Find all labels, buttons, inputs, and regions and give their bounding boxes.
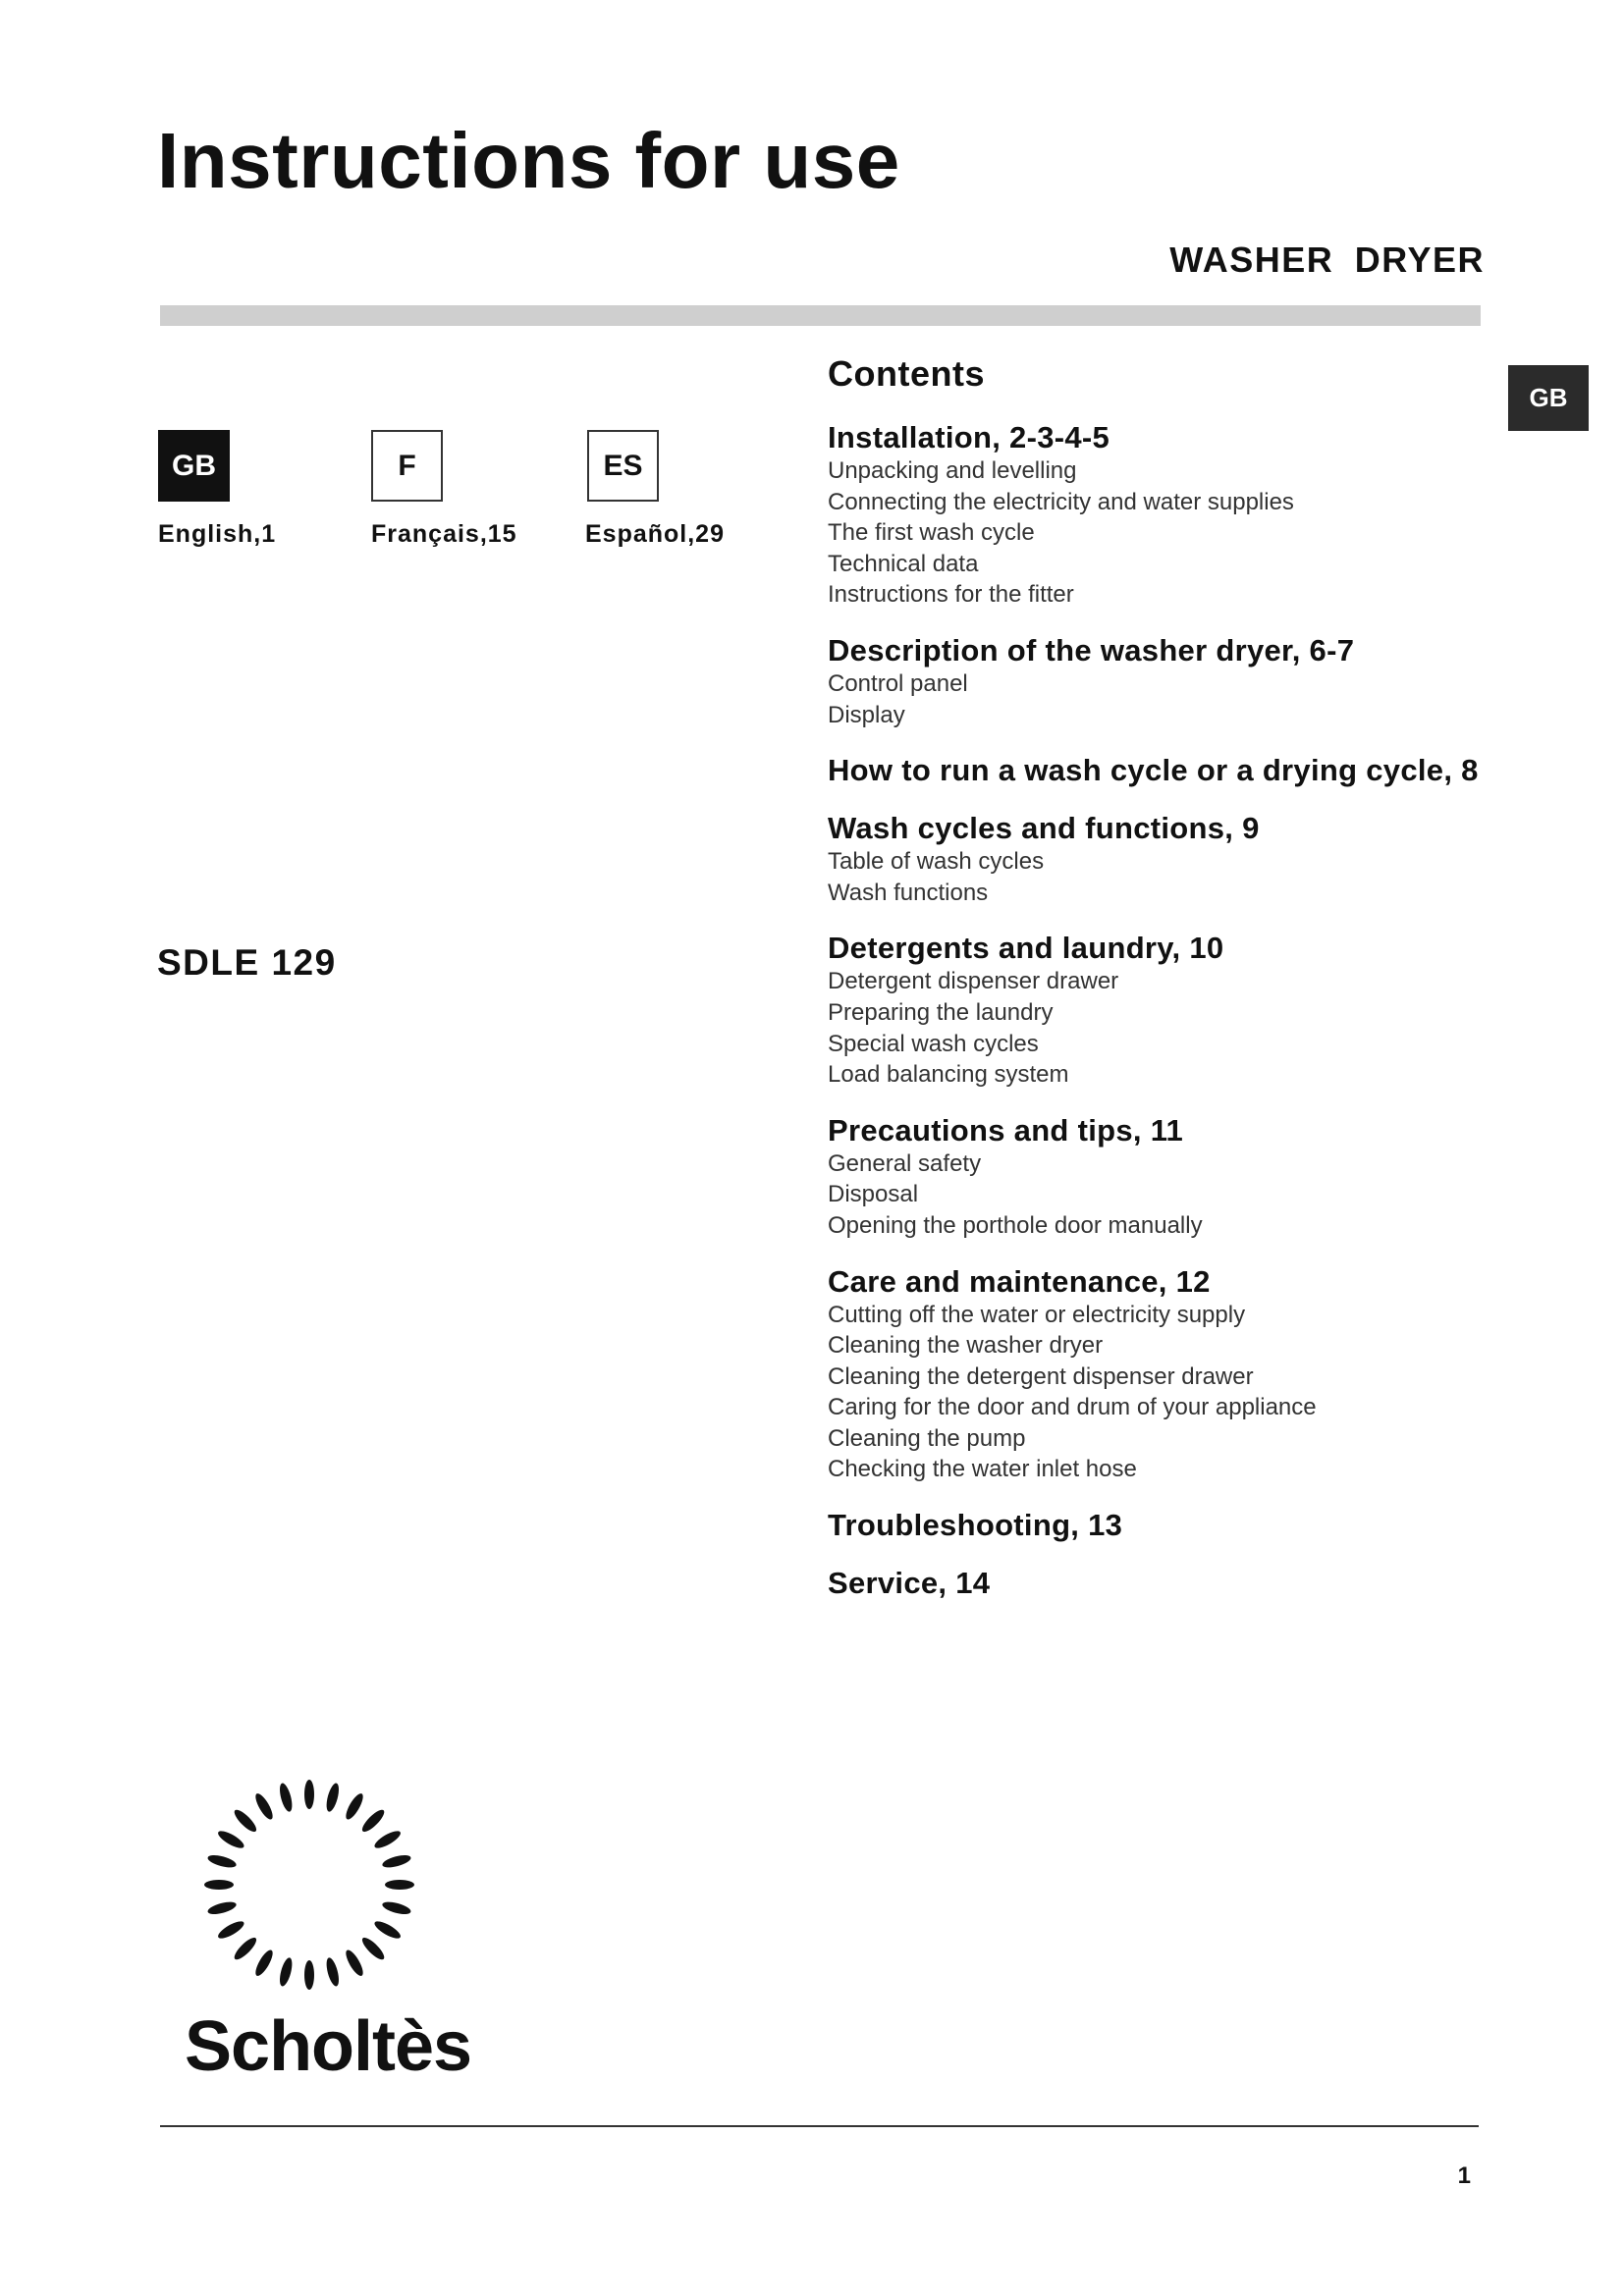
toc-heading[interactable]: Service, 14 — [828, 1566, 991, 1601]
toc-item[interactable]: The first wash cycle — [828, 519, 1035, 547]
contents-title: Contents — [828, 353, 985, 394]
model-number: SDLE 129 — [157, 942, 337, 983]
sun-ray — [372, 1918, 403, 1942]
toc-heading[interactable]: Description of the washer dryer, 6-7 — [828, 632, 1355, 667]
toc-item[interactable]: Checking the water inlet hose — [828, 1456, 1137, 1483]
language-label-english: English,1 — [158, 520, 277, 548]
sun-ray — [252, 1791, 276, 1822]
sun-ray — [232, 1807, 259, 1835]
page-number: 1 — [1457, 2163, 1471, 2189]
sun-ray — [252, 1948, 276, 1978]
toc-heading[interactable]: Detergents and laundry, 10 — [828, 931, 1224, 966]
toc-item[interactable]: Display — [828, 701, 905, 728]
header-divider-bar — [160, 305, 1481, 326]
sun-ray — [204, 1880, 234, 1890]
toc-heading[interactable]: How to run a wash cycle or a drying cycle, 8 — [828, 753, 1479, 788]
sun-ray — [304, 1780, 314, 1809]
sun-ray — [324, 1956, 341, 1988]
toc-heading[interactable]: Wash cycles and functions, 9 — [828, 811, 1260, 846]
toc-item[interactable]: Cleaning the detergent dispenser drawer — [828, 1362, 1254, 1390]
sun-ray — [359, 1807, 387, 1835]
toc-item[interactable]: Instructions for the fitter — [828, 581, 1074, 609]
sun-ray — [277, 1782, 294, 1813]
toc-item[interactable]: Opening the porthole door manually — [828, 1211, 1203, 1239]
language-label-spanish: Español,29 — [585, 520, 725, 548]
toc-heading[interactable]: Care and maintenance, 12 — [828, 1263, 1211, 1299]
sun-ray — [324, 1782, 341, 1813]
toc-item[interactable]: Technical data — [828, 550, 979, 577]
toc-heading[interactable]: Installation, 2-3-4-5 — [828, 420, 1110, 454]
toc-item[interactable]: Wash functions — [828, 879, 989, 906]
toc-section — [828, 1264, 1515, 1486]
sun-ray — [343, 1948, 366, 1978]
language-box-f[interactable]: F — [371, 430, 443, 502]
toc-section — [828, 633, 1515, 730]
toc-item[interactable]: Detergent dispenser drawer — [828, 968, 1119, 995]
table-of-contents — [828, 420, 1515, 1624]
brand-name: Scholtès — [185, 2007, 472, 2086]
toc-section — [828, 753, 1515, 788]
language-label-french: Français,15 — [371, 520, 517, 548]
toc-heading[interactable]: Precautions and tips, 11 — [828, 1112, 1184, 1148]
sun-ray — [359, 1935, 387, 1962]
language-box-es[interactable]: ES — [587, 430, 659, 502]
page-title: Instructions for use — [157, 117, 900, 204]
footer-divider — [160, 2125, 1479, 2127]
toc-item[interactable]: Special wash cycles — [828, 1030, 1039, 1057]
toc-item[interactable]: Cutting off the water or electricity supply — [828, 1301, 1246, 1328]
sun-ray — [381, 1899, 412, 1916]
toc-item[interactable]: Load balancing system — [828, 1061, 1069, 1089]
toc-section — [828, 1566, 1515, 1601]
toc-item[interactable]: General safety — [828, 1149, 982, 1177]
language-box-gb[interactable]: GB — [158, 430, 230, 502]
toc-item[interactable]: Disposal — [828, 1181, 919, 1208]
sun-ray — [372, 1828, 403, 1851]
language-side-tab: GB — [1508, 365, 1589, 431]
toc-item[interactable]: Caring for the door and drum of your appliance — [828, 1394, 1317, 1421]
toc-section — [828, 931, 1515, 1090]
sun-ray — [206, 1852, 238, 1869]
toc-item[interactable]: Preparing the laundry — [828, 998, 1054, 1026]
toc-item[interactable]: Cleaning the washer dryer — [828, 1332, 1104, 1360]
toc-item[interactable]: Unpacking and levelling — [828, 457, 1077, 484]
toc-item[interactable]: Control panel — [828, 669, 968, 697]
toc-section — [828, 420, 1515, 611]
toc-section — [828, 811, 1515, 908]
toc-item[interactable]: Table of wash cycles — [828, 848, 1045, 876]
sun-ray — [206, 1899, 238, 1916]
sun-ray — [343, 1791, 366, 1822]
sun-ray — [216, 1828, 246, 1851]
toc-section — [828, 1508, 1515, 1543]
sun-ray — [216, 1918, 246, 1942]
toc-section — [828, 1113, 1515, 1242]
sun-ray — [381, 1852, 412, 1869]
toc-item[interactable]: Cleaning the pump — [828, 1424, 1026, 1452]
toc-heading[interactable]: Troubleshooting, 13 — [828, 1508, 1123, 1543]
product-type: WASHER DRYER — [1169, 240, 1485, 280]
toc-item[interactable]: Connecting the electricity and water supplies — [828, 488, 1294, 515]
sun-ray — [277, 1956, 294, 1988]
sun-ray — [232, 1935, 259, 1962]
sun-ray — [385, 1880, 414, 1890]
sun-ray — [304, 1960, 314, 1990]
